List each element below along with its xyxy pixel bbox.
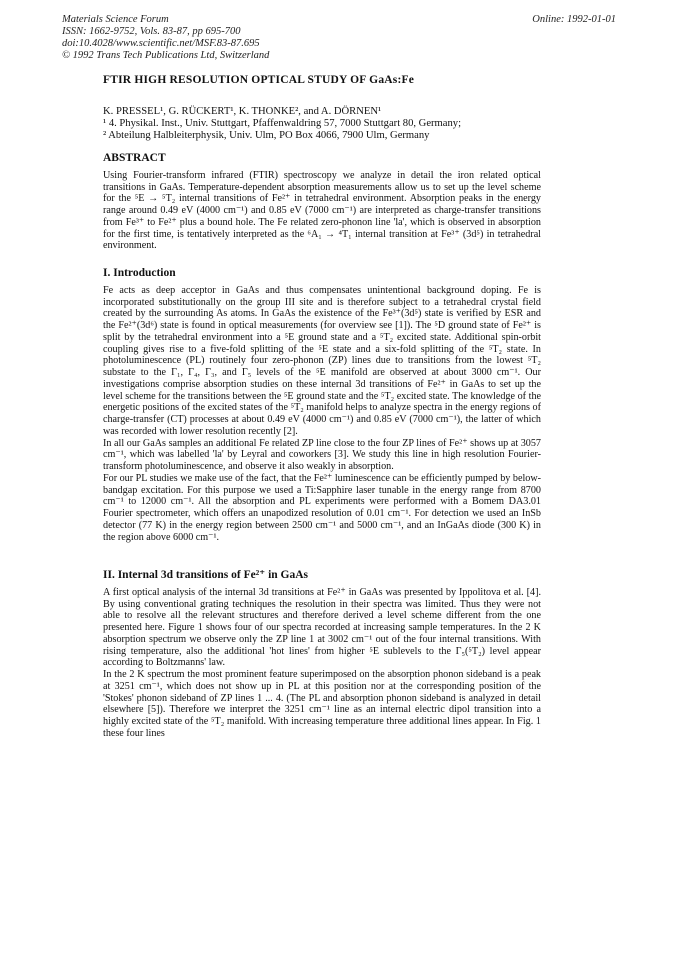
author-list: K. PRESSEL¹, G. RÜCKERT¹, K. THONKE², and A. DÖRNEN¹ [103,106,382,117]
intro-paragraph-1: Fe acts as deep acceptor in GaAs and thus compensates unintentional background doping. Fe is incorporated substitutionally on the group III site and is therefore subject to a tetrahedral crystal field created by the surrounding As atoms. In GaAs the existence of the Fe³⁺(3d⁵) state is verified by ESR and the Fe²⁺(3d⁶) state is found in optical measurements (for overview see [1]). The ⁵D ground state of Fe²⁺ is split by the tetrahedral environment into a ⁵E ground state and a ⁵T₂ excited state. Additional spin-orbit coupling gives rise to a five-fold splitting of the ⁵E state and a six-fold splitting of the ⁵T₂ state. In photoluminescence (PL) routinely four zero-phonon (ZP) lines due to transitions from the lowest ⁵T₂ substate to the Γ₁, Γ₄, Γ₃, and Γ₅ levels of the ⁵E manifold are observed at about 3000 cm⁻¹. Our investigations comprise absorption studies on these internal 3d transitions of Fe²⁺ in GaAs to set up the level scheme for the transitions between the ⁵E ground state and the ⁵T₂ excited state. The knowledge of the energetic positions of the excited states of the ⁵T₂ manifold helps to analyze spectra in the energy regions of charge-transfer (CT) processes at about 0.49 eV (4000 cm⁻¹) and 0.85 eV (7000 cm⁻¹), the latter of which was recorded with lower resolution recently [2]. [103,284,541,437]
affiliation-1: ¹ 4. Physikal. Inst., Univ. Stuttgart, Pfaffenwaldring 57, 7000 Stuttgart 80, Germany; [103,118,462,130]
doi-line: doi:10.4028/www.scientific.net/MSF.83-87.695 [62,38,260,49]
intro-paragraph-2: In all our GaAs samples an additional Fe related ZP line close to the four ZP lines of Fe²⁺ shows up at 3057 cm⁻¹, which was labelled 'la' by Leyral and coworkers [3]. We study this line in high resolution Fourier-transform photoluminescence, and observe it also weakly in absorption. [103,437,541,472]
abstract-heading: ABSTRACT [103,152,166,164]
introduction-section [103,268,541,543]
journal-name: Materials Science Forum [62,14,169,25]
paper-title: FTIR HIGH RESOLUTION OPTICAL STUDY OF GaAs:Fe [103,74,415,86]
abstract-text: Using Fourier-transform infrared (FTIR) spectroscopy we analyze in detail the iron related optical transitions in GaAs. Temperature-dependent absorption measurements allow us to set up the level scheme for the ⁵E → ⁵T₂ internal transitions of Fe²⁺ in tetrahedral environment. Absorption peaks in the energy range around 0.49 eV (4000 cm⁻¹) and 0.85 eV (7000 cm⁻¹) are interpreted as charge-transfer transitions from Fe³⁺ to Fe²⁺ plus a bound hole. The Fe related zero-phonon line 'la', which is observed in absorption for the first time, is tentatively interpreted as the ⁶A₁ → ⁴T₁ internal transition at Fe³⁺ (3d⁵) in tetrahedral environment. [103,169,541,252]
section-2-paragraph-2: In the 2 K spectrum the most prominent feature superimposed on the absorption phonon sideband is a peak at 3251 cm⁻¹, which does not show up in PL at this position nor at the corresponding position of the 'Stokes' phonon sideband of ZP lines 1 ... 4. (The PL and absorption phonon sideband is analyzed in detail elsewhere [5]). Therefore we interpret the 3251 cm⁻¹ line as an internal electric dipol transition into a highly excited state of the ⁵T₂ manifold. With increasing temperature three additional lines appear. In Fig. 1 these four lines [103,669,541,739]
affiliation-2: ² Abteilung Halbleiterphysik, Univ. Ulm, PO Box 4066, 7900 Ulm, Germany [103,130,430,142]
online-date: Online: 1992-01-01 [532,14,616,25]
introduction-heading: I. Introduction [103,267,176,279]
copyright-line: © 1992 Trans Tech Publications Ltd, Switzerland [62,50,270,61]
issn-line: ISSN: 1662-9752, Vols. 83-87, pp 695-700 [62,26,241,37]
section-2-paragraph-1: A first optical analysis of the internal 3d transitions at Fe²⁺ in GaAs was presented by Ippolitova et al. [4]. By using conventional grating techniques the resolution in their spectra was limited. Thus they were not able to resolve all the relevant structures and therefore derived a level scheme different from the one presented here. Figure 1 shows four of our spectra recorded at increasing sample temperatures. In the 2 K absorption spectrum we observe only the ZP line 1 at 3002 cm⁻¹ out of the four internal transitions. With rising temperature, also the additional 'hot lines' from higher ⁵E sublevels to the Γ₅(⁵T₂) level appear according to Boltzmanns' law. [103,586,541,669]
abstract-section [103,153,541,252]
section-2-heading: II. Internal 3d transitions of Fe²⁺ in GaAs [103,569,309,581]
author-block [103,106,583,143]
page-header [62,14,616,62]
section-2 [103,570,541,740]
intro-paragraph-3: For our PL studies we make use of the fact, that the Fe²⁺ luminescence can be efficiently pumped by below-bandgap excitation. For this purpose we used a Ti:Sapphire laser tunable in the energy range from 8700 cm⁻¹ to 12000 cm⁻¹. All the absorption and PL experiments were performed with a Bomem DA3.01 Fourier spectrometer, which offers an unapodized resolution of 0.01 cm⁻¹. For detection we used an InSb detector (77 K) in the energy region between 2500 cm⁻¹ and 5000 cm⁻¹, and an InGaAs diode (300 K) in the region above 6000 cm⁻¹. [103,472,541,543]
